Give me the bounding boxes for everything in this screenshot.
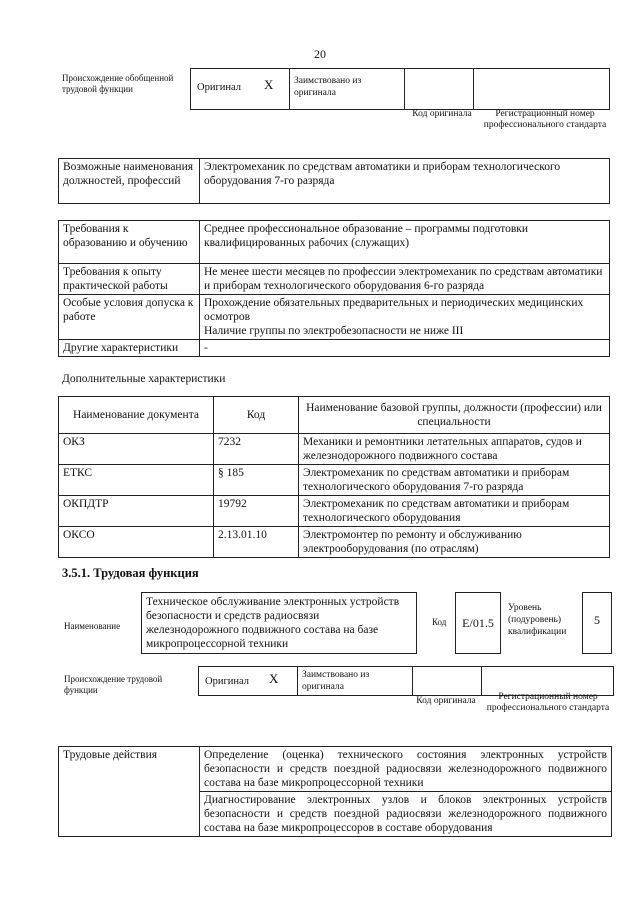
doc-cell: ОКПДТР xyxy=(59,496,214,527)
original-label: Оригинал xyxy=(197,82,241,93)
req-experience-value: Не менее шести месяцев по профессии электромеханик по средствам автоматики и приборам технологического оборудования 6-го разряда xyxy=(200,264,610,295)
code-cell: 7232 xyxy=(214,434,299,465)
table-header-row xyxy=(59,397,610,434)
code-original-cell xyxy=(405,69,474,109)
code-original-label: Код оригинала xyxy=(412,109,472,119)
table-row xyxy=(59,465,610,496)
req-special-label: Особые условия допуска к работе xyxy=(59,295,200,340)
positions-table xyxy=(58,158,610,204)
original-label: Оригинал xyxy=(205,676,249,687)
table-row xyxy=(59,434,610,465)
page-number: 20 xyxy=(314,47,326,61)
req-experience-label: Требования к опыту практической работы xyxy=(59,264,200,295)
col-header-code: Код xyxy=(214,397,299,434)
function-name-value: Техническое обслуживание электронных устройств безопасности и средств радиосвязи железнодорожного подвижного состава на базе микропроцессорной техники xyxy=(146,596,400,650)
reg-number-cell xyxy=(474,69,609,109)
reg-number-label: Регистрационный номер профессионального стандарта xyxy=(483,109,607,130)
group-cell: Электромонтер по ремонту и обслуживанию электрооборудования (по отраслям) xyxy=(299,527,610,558)
origin-table xyxy=(190,68,610,110)
group-cell: Механики и ремонтники летательных аппаратов, судов и железнодорожного подвижного состава xyxy=(299,434,610,465)
table-row xyxy=(59,527,610,558)
original-cell xyxy=(191,69,290,109)
function-code-original-label: Код оригинала xyxy=(416,696,476,706)
labor-actions-label: Трудовые действия xyxy=(59,747,200,837)
requirements-table xyxy=(58,220,610,357)
function-reg-number-label: Регистрационный номер профессионального стандарта xyxy=(486,692,610,713)
qualification-level-label: Уровень (подуровень) квалификации xyxy=(508,603,567,637)
origin-label: Происхождение обобщенной трудовой функции xyxy=(62,73,174,94)
qualification-level-value: 5 xyxy=(582,592,612,654)
additional-table xyxy=(58,396,610,558)
req-other-value: - xyxy=(200,340,610,357)
function-code-label: Код xyxy=(432,617,447,627)
doc-cell: ОКЗ xyxy=(59,434,214,465)
labor-actions-table xyxy=(58,746,612,837)
col-header-document: Наименование документа xyxy=(59,397,214,434)
req-special-cell xyxy=(200,295,610,340)
labor-action-item: Диагностирование электронных узлов и блоков электронных устройств безопасности и средств поездной радиосвязи железнодорожного подвижного состава на базе микропроцессоров в составе оборудования xyxy=(200,792,612,837)
borrowed-cell xyxy=(290,69,405,109)
req-special-value: Прохождение обязательных предварительных и периодических медицинских осмотров xyxy=(204,297,584,323)
borrowed-cell xyxy=(298,667,413,695)
function-code-value: E/01.5 xyxy=(455,592,501,654)
code-original-cell xyxy=(413,667,482,695)
borrowed-label: Заимствовано из оригинала xyxy=(302,670,370,692)
doc-cell: ЕТКС xyxy=(59,465,214,496)
section-title: 3.5.1. Трудовая функция xyxy=(62,566,199,580)
table-row xyxy=(59,496,610,527)
original-mark: X xyxy=(264,77,274,92)
function-name-box xyxy=(141,592,417,654)
function-origin-label: Происхождение трудовой функции xyxy=(64,674,163,695)
borrowed-label: Заимствовано из оригинала xyxy=(294,76,362,98)
col-header-group: Наименование базовой группы, должности (профессии) или специальности xyxy=(299,397,610,434)
additional-title: Дополнительные характеристики xyxy=(62,373,226,385)
positions-value: Электромеханик по средствам автоматики и приборам технологического оборудования 7-го разряда xyxy=(200,159,610,204)
req-education-label: Требования к образованию и обучению xyxy=(59,221,200,264)
group-cell: Электромеханик по средствам автоматики и приборам технологического оборудования xyxy=(299,496,610,527)
original-cell xyxy=(199,667,298,695)
code-cell: 2.13.01.10 xyxy=(214,527,299,558)
req-education-value: Среднее профессиональное образование – программы подготовки квалифицированных рабочих (служащих) xyxy=(200,221,610,264)
positions-label: Возможные наименования должностей, профессий xyxy=(59,159,200,204)
function-name-label: Наименование xyxy=(64,621,121,631)
doc-cell: ОКСО xyxy=(59,527,214,558)
labor-action-item: Определение (оценка) технического состояния электронных устройств безопасности и средств поездной радиосвязи железнодорожного подвижного состава на базе микропроцессорной техники xyxy=(200,747,612,792)
reg-number-cell xyxy=(482,667,613,695)
group-cell: Электромеханик по средствам автоматики и приборам технологического оборудования 7-го разряда xyxy=(299,465,610,496)
req-special-value-2: Наличие группы по электробезопасности не ниже III xyxy=(204,325,464,337)
req-other-label: Другие характеристики xyxy=(59,340,200,357)
code-cell: § 185 xyxy=(214,465,299,496)
original-mark: X xyxy=(269,671,279,686)
code-cell: 19792 xyxy=(214,496,299,527)
